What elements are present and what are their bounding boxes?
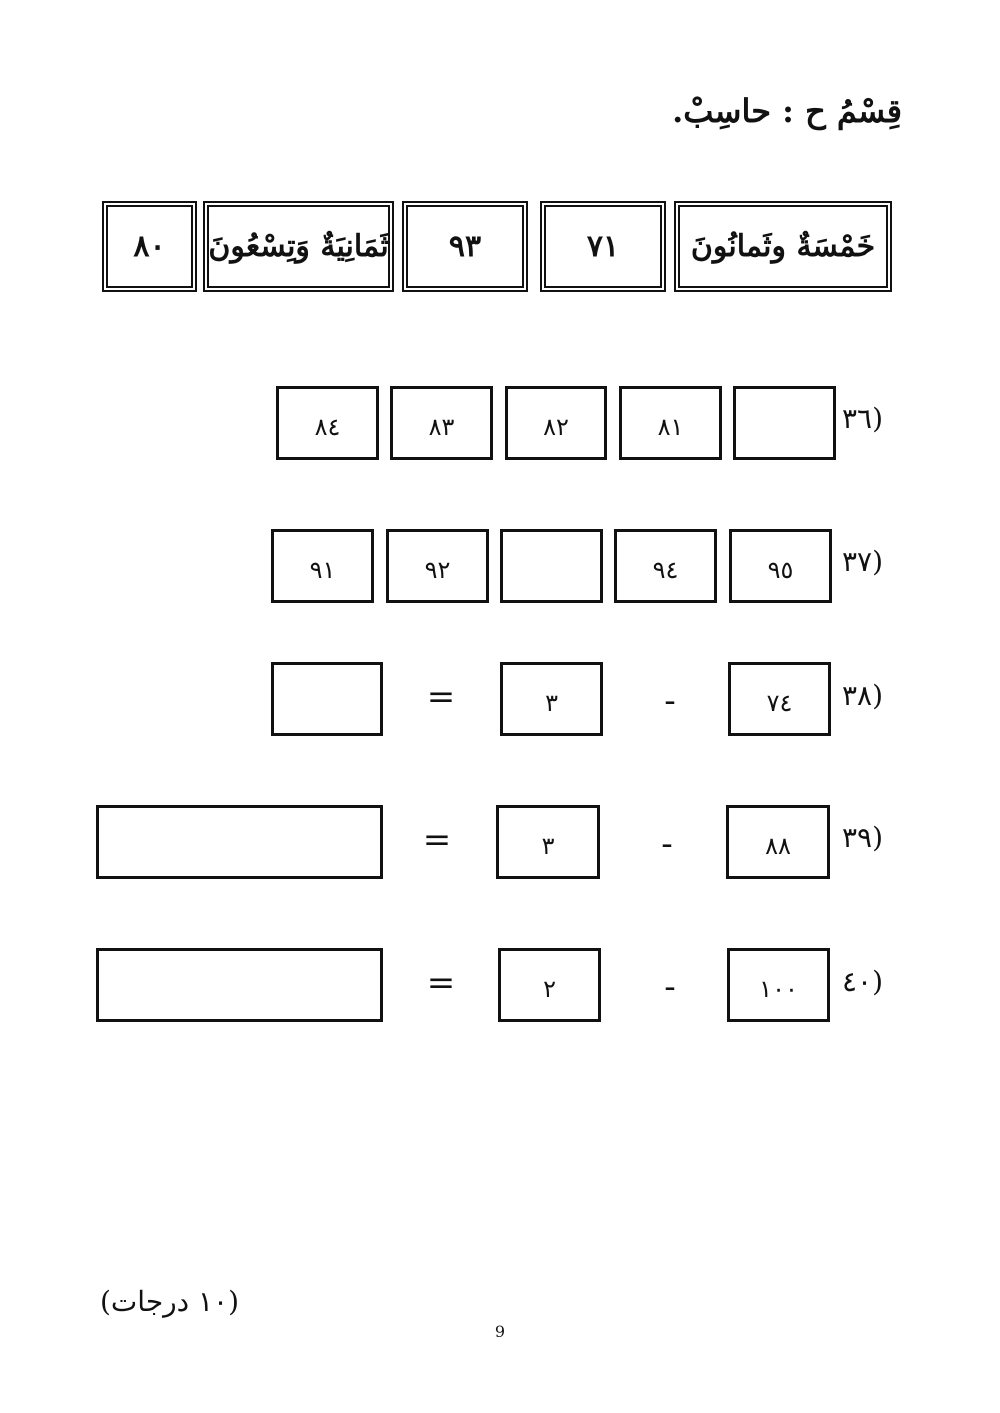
question-number: (٣٧ xyxy=(842,545,884,578)
equals-sign: = xyxy=(426,677,456,717)
answer-field[interactable] xyxy=(271,662,383,736)
sequence-cell: ٨١ xyxy=(619,386,722,460)
score-label: (١٠ درجات) xyxy=(100,1285,240,1318)
word-bank-item: ٩٣ xyxy=(402,201,528,292)
sequence-cell: ٩٢ xyxy=(386,529,489,603)
answer-field[interactable] xyxy=(96,948,383,1022)
operand-a: ٧٤ xyxy=(728,662,831,736)
sequence-cell: ٩٤ xyxy=(614,529,717,603)
word-bank-item: ٧١ xyxy=(540,201,666,292)
minus-sign: - xyxy=(661,824,673,864)
word-bank-item: ثَمَانِيَةٌ وَتِسْعُونَ xyxy=(203,201,394,292)
operand-a: ١٠٠ xyxy=(727,948,830,1022)
operand-a: ٨٨ xyxy=(726,805,830,879)
operand-b: ٣ xyxy=(496,805,600,879)
question-number: (٣٨ xyxy=(842,679,884,712)
question-number: (٤٠ xyxy=(842,965,884,998)
sequence-cell: ٩١ xyxy=(271,529,374,603)
sequence-cell: ٨٤ xyxy=(276,386,379,460)
sequence-cell: ٨٣ xyxy=(390,386,493,460)
question-number: (٣٩ xyxy=(842,821,884,854)
minus-sign: - xyxy=(664,681,676,721)
answer-field[interactable] xyxy=(733,386,836,460)
equals-sign: = xyxy=(426,963,456,1003)
sequence-cell: ٩٥ xyxy=(729,529,832,603)
minus-sign: - xyxy=(664,967,676,1007)
equals-sign: = xyxy=(422,820,452,860)
operand-b: ٢ xyxy=(498,948,601,1022)
answer-field[interactable] xyxy=(96,805,383,879)
word-bank-item: خَمْسَةٌ وثَمانُونَ xyxy=(674,201,892,292)
page-number: 9 xyxy=(494,1322,506,1341)
answer-field[interactable] xyxy=(500,529,603,603)
section-title: قِسْمُ ح : حاسِبْ. xyxy=(672,92,902,130)
question-number: (٣٦ xyxy=(842,402,884,435)
sequence-cell: ٨٢ xyxy=(505,386,607,460)
word-bank-item: ٨٠ xyxy=(102,201,197,292)
operand-b: ٣ xyxy=(500,662,603,736)
